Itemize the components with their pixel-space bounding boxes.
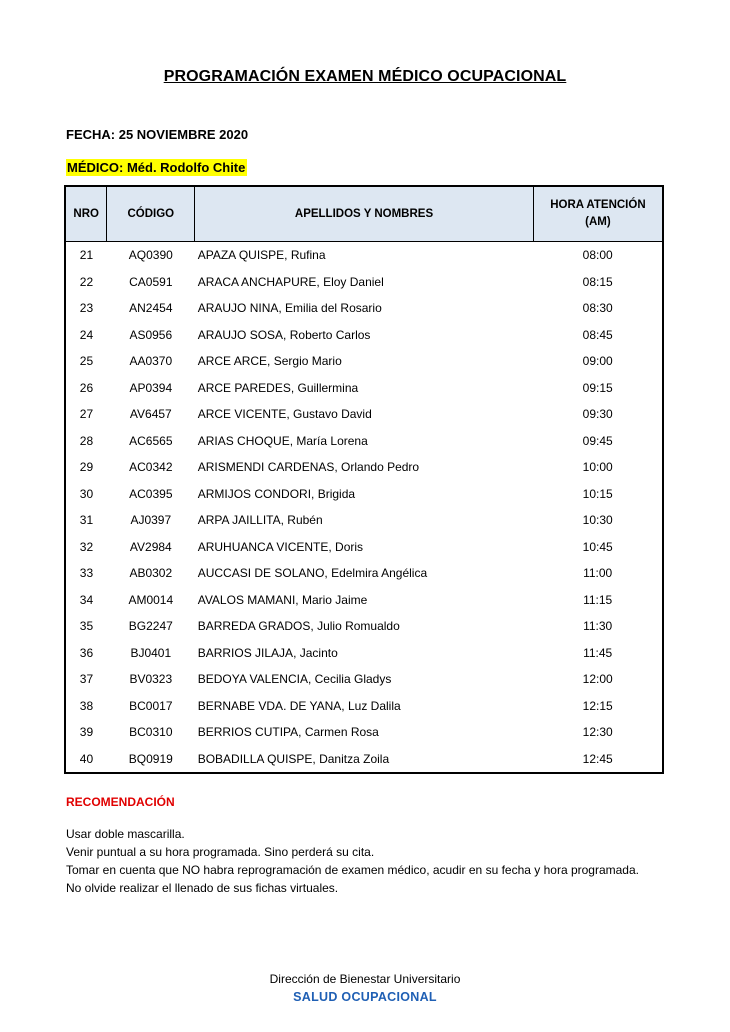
row-nombre: BERNABE VDA. DE YANA, Luz Dalila — [197, 698, 401, 713]
recomendacion-line: Venir puntual a su hora programada. Sino perderá su cita. — [66, 845, 375, 859]
row-nombre: ARPA JAILLITA, Rubén — [197, 513, 323, 528]
row-nro: 21 — [79, 248, 94, 263]
header-nro: NRO — [65, 186, 107, 242]
row-hora: 09:45 — [582, 433, 613, 448]
row-nombre: ARCE PAREDES, Guillermina — [197, 380, 359, 395]
row-codigo: BV0323 — [129, 672, 173, 687]
row-nombre: ARMIJOS CONDORI, Brigida — [197, 486, 356, 501]
table-row — [65, 242, 663, 269]
row-codigo: BC0017 — [129, 698, 173, 713]
doctor-name: MÉDICO: Méd. Rodolfo Chite — [67, 160, 246, 175]
row-nombre: ARCE ARCE, Sergio Mario — [197, 354, 342, 369]
table-row — [65, 587, 663, 614]
table-row — [65, 666, 663, 693]
row-nro: 34 — [79, 592, 94, 607]
row-nro: 36 — [79, 645, 94, 660]
table-row — [65, 454, 663, 481]
table-row — [65, 348, 663, 375]
row-nombre: ARAUJO NINA, Emilia del Rosario — [197, 301, 382, 316]
row-hora: 08:00 — [582, 248, 613, 263]
row-nro: 39 — [79, 725, 94, 740]
table-row — [65, 481, 663, 508]
row-hora: 09:15 — [582, 380, 613, 395]
row-hora: 08:30 — [582, 301, 613, 316]
row-codigo: BG2247 — [128, 619, 173, 634]
row-nro: 32 — [79, 539, 94, 554]
row-nombre: BERRIOS CUTIPA, Carmen Rosa — [197, 725, 379, 740]
table-row — [65, 693, 663, 720]
row-codigo: CA0591 — [129, 274, 173, 289]
table-row — [65, 401, 663, 428]
row-nro: 29 — [79, 460, 94, 475]
row-codigo: AB0302 — [129, 566, 173, 581]
header-hora-line1: HORA ATENCIÓN — [550, 199, 646, 211]
footer-unit: SALUD OCUPACIONAL — [293, 990, 437, 1004]
row-codigo: AJ0397 — [130, 513, 172, 528]
table-row — [65, 746, 663, 774]
row-nombre: BARRIOS JILAJA, Jacinto — [197, 645, 338, 660]
row-hora: 11:15 — [583, 592, 613, 607]
document-title: PROGRAMACIÓN EXAMEN MÉDICO OCUPACIONAL — [163, 68, 567, 85]
row-nro: 38 — [79, 698, 94, 713]
table-row — [65, 322, 663, 349]
row-nombre: APAZA QUISPE, Rufina — [197, 248, 326, 263]
row-hora: 12:15 — [582, 698, 613, 713]
row-codigo: BJ0401 — [130, 645, 172, 660]
row-codigo: BC0310 — [129, 725, 173, 740]
row-codigo: AV6457 — [129, 407, 172, 422]
header-codigo: CÓDIGO — [107, 186, 195, 242]
row-hora: 11:30 — [583, 619, 613, 634]
row-nro: 24 — [79, 327, 94, 342]
row-nombre: BARREDA GRADOS, Julio Romualdo — [197, 619, 400, 634]
row-nro: 23 — [79, 301, 94, 316]
row-nro: 40 — [79, 751, 94, 766]
row-hora: 12:30 — [582, 725, 613, 740]
row-codigo: AP0394 — [129, 380, 173, 395]
row-hora: 10:30 — [582, 513, 613, 528]
schedule-table — [64, 185, 664, 774]
row-hora: 09:30 — [582, 407, 613, 422]
row-nro: 27 — [79, 407, 94, 422]
row-hora: 11:45 — [583, 645, 613, 660]
row-nombre: ARACA ANCHAPURE, Eloy Daniel — [197, 274, 384, 289]
table-row — [65, 640, 663, 667]
recomendacion-line: Tomar en cuenta que NO habra reprogramación de examen médico, acudir en su fecha y hora programada. — [66, 863, 639, 877]
table-row — [65, 428, 663, 455]
row-codigo: AC0342 — [129, 460, 173, 475]
recomendacion-line: No olvide realizar el llenado de sus fichas virtuales. — [66, 881, 339, 895]
row-codigo: AA0370 — [129, 354, 173, 369]
table-row — [65, 560, 663, 587]
table-row — [65, 375, 663, 402]
row-codigo: AN2454 — [129, 301, 173, 316]
row-codigo: AS0956 — [129, 327, 173, 342]
table-row — [65, 534, 663, 561]
row-codigo: BQ0919 — [128, 751, 173, 766]
row-nombre: ARAUJO SOSA, Roberto Carlos — [197, 327, 371, 342]
row-nombre: ARIAS CHOQUE, María Lorena — [197, 433, 368, 448]
row-hora: 11:00 — [583, 566, 613, 581]
row-hora: 10:00 — [582, 460, 613, 475]
recomendacion-list — [66, 825, 639, 897]
exam-date: FECHA: 25 NOVIEMBRE 2020 — [66, 127, 249, 142]
row-hora: 10:15 — [582, 486, 613, 501]
row-nro: 22 — [79, 274, 94, 289]
row-nro: 25 — [79, 354, 94, 369]
row-hora: 08:45 — [582, 327, 613, 342]
row-codigo: AM0014 — [128, 592, 174, 607]
row-nro: 35 — [79, 619, 94, 634]
recomendacion-line: Usar doble mascarilla. — [66, 827, 185, 841]
row-codigo: AC0395 — [129, 486, 173, 501]
row-hora: 08:15 — [582, 274, 613, 289]
header-hora-line2: (AM) — [585, 216, 611, 228]
table-row — [65, 269, 663, 296]
row-nombre: ARUHUANCA VICENTE, Doris — [197, 539, 364, 554]
row-nombre: ARCE VICENTE, Gustavo David — [197, 407, 372, 422]
row-hora: 12:00 — [582, 672, 613, 687]
row-nro: 37 — [79, 672, 94, 687]
table-row — [65, 719, 663, 746]
row-codigo: AC6565 — [129, 433, 173, 448]
table-row — [65, 295, 663, 322]
row-nro: 31 — [79, 513, 94, 528]
header-hora — [533, 186, 663, 242]
row-hora: 09:00 — [582, 354, 613, 369]
table-row — [65, 507, 663, 534]
table-header-row — [65, 186, 663, 242]
row-nombre: BEDOYA VALENCIA, Cecilia Gladys — [197, 672, 392, 687]
recomendacion-title: RECOMENDACIÓN — [66, 795, 175, 809]
row-nombre: AUCCASI DE SOLANO, Edelmira Angélica — [197, 566, 428, 581]
footer-department: Dirección de Bienestar Universitario — [269, 972, 461, 986]
row-hora: 12:45 — [582, 751, 613, 766]
row-nombre: ARISMENDI CARDENAS, Orlando Pedro — [197, 460, 420, 475]
header-nombres: APELLIDOS Y NOMBRES — [195, 186, 534, 242]
row-codigo: AV2984 — [129, 539, 172, 554]
row-hora: 10:45 — [582, 539, 613, 554]
row-codigo: AQ0390 — [128, 248, 173, 263]
row-nro: 33 — [79, 566, 94, 581]
table-row — [65, 613, 663, 640]
row-nombre: BOBADILLA QUISPE, Danitza Zoila — [197, 751, 390, 766]
row-nro: 30 — [79, 486, 94, 501]
row-nombre: AVALOS MAMANI, Mario Jaime — [197, 592, 368, 607]
row-nro: 26 — [79, 380, 94, 395]
row-nro: 28 — [79, 433, 94, 448]
